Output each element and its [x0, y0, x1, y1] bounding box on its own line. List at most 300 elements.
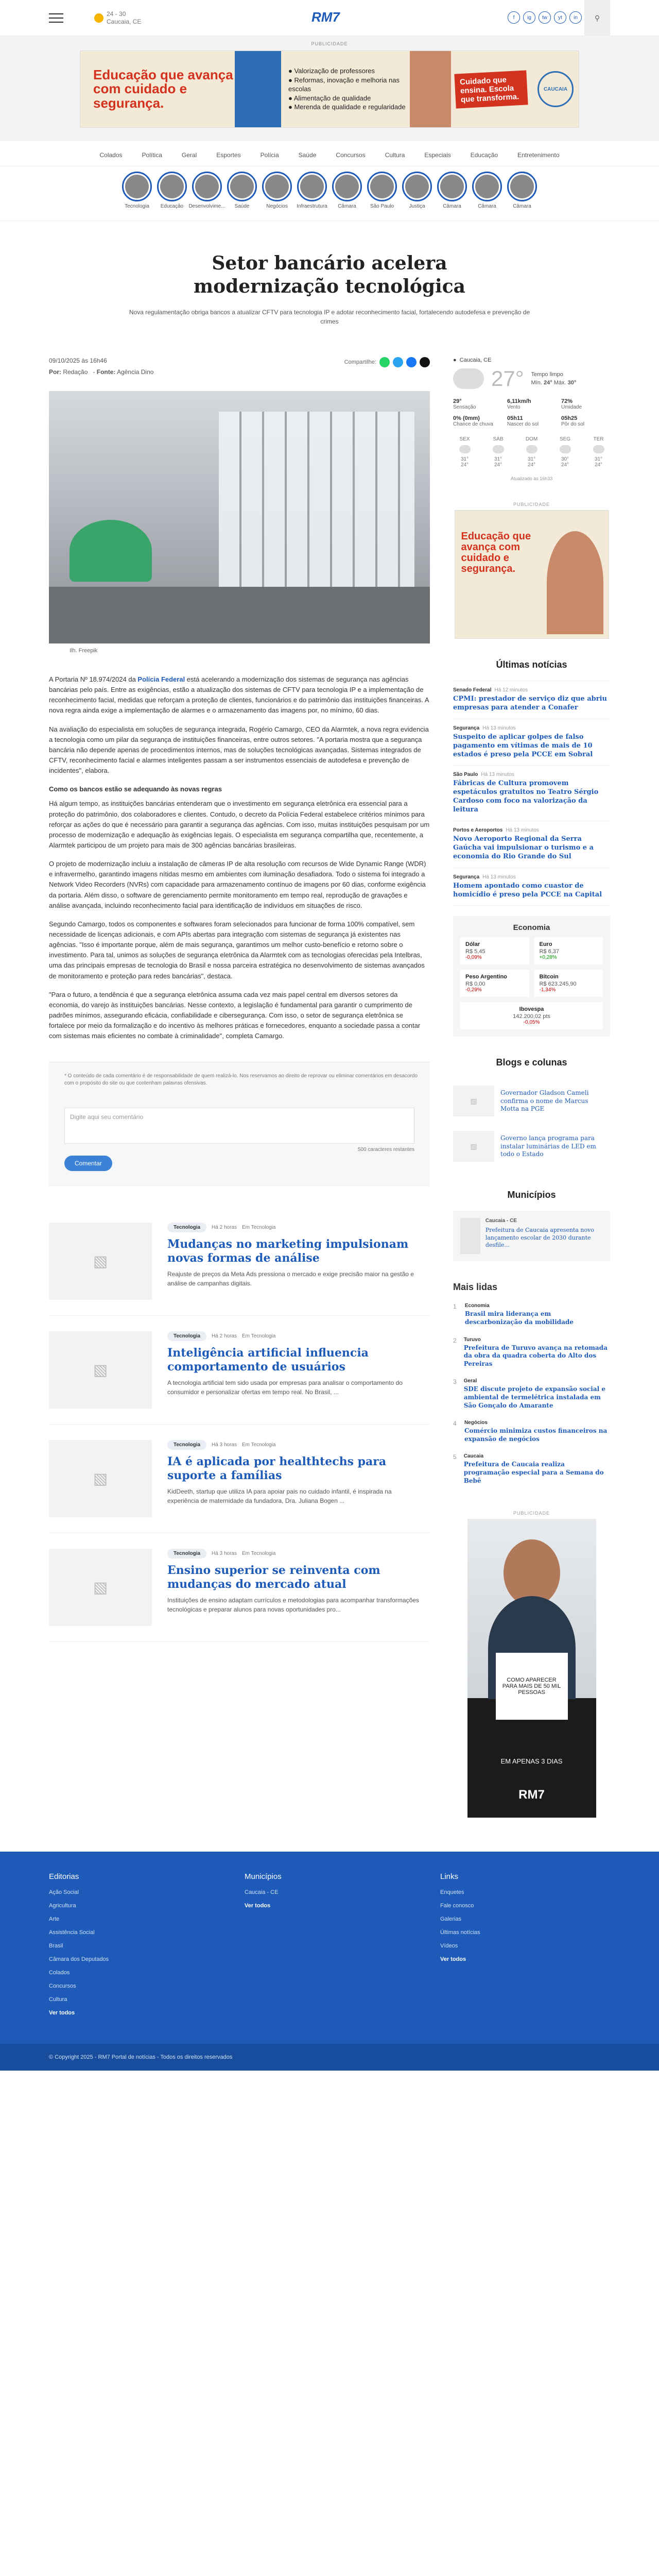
blog-item[interactable]	[453, 1124, 610, 1169]
author-label: Por:	[49, 368, 61, 376]
related-cat: Em Tecnologia	[241, 1442, 276, 1448]
related-body	[167, 1440, 425, 1517]
related-cat: Em Tecnologia	[241, 1333, 276, 1340]
header-weather-low: 24	[107, 10, 114, 18]
mais-lidas-title: Mais lidas	[453, 1282, 498, 1293]
forecast-max: 31°	[594, 456, 603, 462]
social-links	[508, 11, 582, 24]
paragraph-6: "Para o futuro, a tendência é que a segurança eletrônica assuma cada vez mais papel central em diversos setores da economia, do varejo às instituições bancárias. Nesse contexto, a legislação é fundamental para garantir o cumprimento de padrões mínimos, assegurando eficácia, confiabilidade e cibersegurança. Com isso, o setor de segurança eletrônica se fortalece por meio da formalização e do incentivo às melhores práticas e fornecedores, enquanto a sociedade passa a contar com sistemas mais eficientes no combate à criminalidade", completa Camargo.	[49, 990, 421, 1040]
story-avatar	[507, 172, 537, 201]
related-thumb: ▧	[49, 1549, 152, 1626]
related-list	[49, 1207, 430, 1642]
related-badge[interactable]: Tecnologia	[167, 1440, 206, 1450]
related-title[interactable]: IA é aplicada por healthtechs para suporte a famílias	[167, 1455, 387, 1482]
telegram-icon[interactable]	[393, 357, 403, 367]
forecast-day-name: DOM	[525, 436, 538, 442]
ad-image-2	[410, 50, 451, 128]
ultimas-item[interactable]	[453, 681, 610, 719]
forecast-day	[453, 436, 476, 468]
cloud-icon	[593, 445, 604, 453]
related-tags	[167, 1440, 425, 1450]
story-avatar	[122, 172, 152, 201]
eco-value: R$ 623.245,90	[539, 981, 577, 988]
mais-lidas-title-text[interactable]: SDE discute projeto de expansão social e ambiental de termelétrica instalada em São Gonçalo do Amarante	[463, 1385, 605, 1409]
footer-link[interactable]: Agricultura	[49, 1903, 76, 1909]
related-time: Há 2 horas	[212, 1225, 237, 1231]
mais-lidas-cat: Geral	[463, 1378, 477, 1384]
footer	[0, 1852, 659, 2044]
mais-lidas-rank: 5	[453, 1453, 457, 1461]
eco-item	[534, 937, 603, 964]
mais-lidas-title-text[interactable]: Brasil mira liderança em descarbonização da mobilidade	[464, 1310, 574, 1326]
eco-item	[460, 937, 529, 964]
story-item[interactable]	[121, 172, 153, 209]
ultimas-cat	[453, 687, 610, 693]
related-tags	[167, 1549, 425, 1558]
related-title[interactable]: Inteligência artificial influencia comportamento de usuários	[167, 1346, 369, 1374]
mais-lidas-cat: Turuvo	[463, 1336, 481, 1343]
ultimas-cat-name: Segurança	[453, 725, 480, 731]
ultimas-title-text[interactable]: Homem apontado como cuastor de homicídio é preso pela PCCE na Capital	[453, 882, 602, 899]
footer-col-title: Links	[440, 1872, 459, 1882]
story-item[interactable]	[331, 172, 363, 209]
story-item[interactable]	[366, 172, 398, 209]
ad-cta: Cuidado que ensina. Escola que transforma.	[454, 70, 528, 108]
related-item[interactable]	[49, 1533, 430, 1642]
ibovespa: Ibovespa 142.200,02 pts -0,05%	[460, 1002, 603, 1029]
footer-link[interactable]: Câmara dos Deputados	[49, 1956, 109, 1963]
municipio-city: Caucaia - CE	[485, 1218, 517, 1224]
mais-lidas-rank: 4	[453, 1420, 457, 1428]
blogs-list	[453, 1078, 610, 1169]
cloud-icon	[493, 445, 504, 453]
article-meta: 09/10/2025 às 16h46 Por: Redação - Fonte: Agência Dino Compartilhe:	[49, 357, 430, 376]
related-tags	[167, 1331, 425, 1341]
related-item[interactable]	[49, 1207, 430, 1316]
policia-federal-link[interactable]: Polícia Federal	[137, 675, 185, 683]
related-summary: Instituições de ensino adaptam currículos e metodologias para acompanhar transformações tecnológicas e preparar alunos para novas oportunidades pro...	[167, 1597, 419, 1613]
mais-lidas-cat: Caucaia	[463, 1453, 484, 1460]
municipio-text: Prefeitura de Caucaia apresenta novo lançamento escolar de 2030 durante desfile...	[485, 1227, 594, 1249]
ultimas-time: Há 13 minutos	[482, 725, 516, 731]
nav-item-9[interactable]: Educação	[470, 151, 498, 159]
ad-seal: CAUCAIA	[537, 71, 574, 107]
footer-col	[245, 1872, 409, 2023]
related-tags	[167, 1223, 425, 1232]
weather-detail-value: 05h25	[561, 415, 578, 421]
ad-image	[235, 50, 281, 128]
story-item[interactable]	[506, 172, 538, 209]
footer-link[interactable]: Últimas notícias	[440, 1929, 480, 1936]
story-label: Câmara	[513, 204, 531, 209]
mais-lidas-rank: 1	[453, 1303, 457, 1311]
nav-item-6[interactable]: Concursos	[336, 151, 366, 159]
forecast-day-name: SEX	[459, 436, 470, 442]
sidebar-ad	[453, 502, 610, 639]
municipio-card[interactable]	[453, 1211, 610, 1261]
story-item[interactable]	[296, 172, 328, 209]
mais-lidas-title-text[interactable]: Comércio minimiza custos financeiros na expansão de negócios	[464, 1427, 608, 1443]
nav-item-0[interactable]: Colados	[99, 151, 123, 159]
header-weather[interactable]: 24 - 30 Caucaia, CE	[94, 10, 141, 25]
weather-detail-label: Chance de chuva	[453, 421, 493, 427]
related-time: Há 2 horas	[212, 1333, 237, 1340]
mais-lidas-rank: 2	[453, 1336, 457, 1344]
ultimas-title-text[interactable]: Suspeito de aplicar golpes de falso pagamento em vítimas de mais de 10 estados é preso pela PCCE em Sobral	[453, 733, 593, 758]
ad-headline: Educação que avança com cuidado e segurança.	[93, 67, 233, 111]
weather-detail	[561, 415, 610, 427]
article-date: 09/10/2025 às 16h46	[49, 357, 107, 364]
story-avatar	[297, 172, 327, 201]
forecast-day-name: SÁB	[493, 436, 504, 442]
weather-detail-value: 72%	[561, 398, 573, 404]
blog-title[interactable]: Governador Gladson Cameli confirma o nome de Marcus Motta na PGE	[500, 1089, 589, 1113]
article-subtitle: Nova regulamentação obriga bancos a atualizar CFTV para tecnologia IP e adotar reconhecimento facial, fortalecendo autodefesa e prevenção de crimes	[129, 309, 530, 325]
eco-value: R$ 5,45	[465, 948, 485, 955]
nav-item-8[interactable]: Especiais	[424, 151, 451, 159]
ad-label: PUBLICIDADE	[311, 41, 348, 46]
x-share-icon[interactable]	[420, 357, 430, 367]
portrait-ad-banner[interactable]	[467, 1519, 596, 1818]
weather-detail	[507, 398, 556, 410]
weather-forecast	[453, 436, 610, 468]
ad-label: PUBLICIDADE	[513, 502, 550, 507]
story-label: Câmara	[478, 204, 496, 209]
facebook-share-icon[interactable]	[406, 357, 417, 367]
ultimas-cat-name: Portos e Aeroportos	[453, 827, 503, 834]
mais-lidas-title-text[interactable]: Prefeitura de Caucaia realiza programação especial para a Semana do Bebê	[463, 1461, 604, 1484]
comments-section	[49, 1062, 430, 1187]
ultimas-item[interactable]	[453, 719, 610, 766]
mais-lidas-item[interactable]	[453, 1415, 610, 1448]
related-time: Há 3 horas	[212, 1442, 237, 1448]
related-title[interactable]: Mudanças no marketing impulsionam novas formas de análise	[167, 1238, 409, 1265]
story-item[interactable]	[471, 172, 503, 209]
related-body	[167, 1223, 425, 1300]
story-avatar	[437, 172, 467, 201]
related-badge[interactable]: Tecnologia	[167, 1549, 206, 1558]
municipios-title: Municípios	[507, 1190, 556, 1200]
eco-change: -0,29%	[465, 987, 482, 993]
ultimas-time: Há 12 minutos	[494, 687, 528, 693]
ultimas-cat	[453, 874, 610, 880]
ultimas-item[interactable]	[453, 766, 610, 821]
nav-item-5[interactable]: Saúde	[298, 151, 317, 159]
ultimas-cat-name: Senado Federal	[453, 687, 492, 693]
weather-detail-label: Umidade	[561, 404, 582, 410]
related-cat: Em Tecnologia	[241, 1225, 276, 1231]
top-ad-section	[0, 36, 659, 141]
forecast-day	[553, 436, 577, 468]
mais-lidas-cat: Economia	[464, 1303, 490, 1309]
related-thumb: ▧	[49, 1223, 152, 1300]
ultimas-title: Últimas notícias	[496, 659, 567, 670]
article-title: Setor bancário acelera modernização tecnológica	[194, 252, 465, 297]
nav-item-2[interactable]: Geral	[181, 151, 197, 159]
forecast-max: 31°	[460, 456, 469, 462]
forecast-day	[587, 436, 610, 468]
story-item[interactable]	[156, 172, 188, 209]
weather-detail-label: Pôr do sol	[561, 421, 585, 427]
weather-detail	[453, 415, 502, 427]
forecast-min: 24°	[494, 462, 502, 468]
sidebar	[453, 357, 610, 1821]
weather-max: 30°	[567, 380, 577, 386]
source-label: Fonte:	[96, 368, 116, 376]
eco-value: R$ 6,37	[539, 948, 560, 955]
article-column	[49, 357, 430, 1821]
weather-detail	[561, 398, 610, 410]
forecast-max: 31°	[527, 456, 536, 462]
weather-details	[453, 398, 610, 427]
story-label: Justiça	[409, 204, 425, 209]
nav-item-4[interactable]: Polícia	[260, 151, 279, 159]
story-item[interactable]	[436, 172, 468, 209]
related-time: Há 3 horas	[212, 1551, 237, 1557]
forecast-min: 24°	[527, 462, 536, 468]
blog-item[interactable]	[453, 1078, 610, 1124]
sidebar-ad-banner[interactable]	[455, 510, 609, 639]
weather-detail-value: 29°	[453, 398, 462, 404]
ultimas-list	[453, 681, 610, 906]
story-avatar	[472, 172, 502, 201]
forecast-min: 24°	[460, 462, 469, 468]
eco-change: +0,28%	[539, 955, 557, 961]
related-thumb: ▧	[49, 1331, 152, 1409]
footer-col	[440, 1872, 605, 2023]
article-author: Redação	[63, 368, 88, 376]
mais-lidas-body	[464, 1420, 610, 1443]
related-item[interactable]	[49, 1425, 430, 1533]
story-label: São Paulo	[370, 204, 394, 209]
copyright: © Copyright 2025 - RM7 Portal de notícias - Todos os direitos reservados	[0, 2044, 659, 2071]
economia-widget	[453, 916, 610, 1037]
related-summary: Reajuste de preços da Meta Ads pressiona o mercado e exige precisão maior na gestão e análise de campanhas digitais.	[167, 1270, 414, 1287]
weather-city[interactable]: Caucaia, CE	[459, 357, 492, 363]
weather-temp: 27°	[491, 366, 524, 391]
ad-bullets: ● Valorização de professores ● Reformas, inovação e melhoria nas escolas ● Alimentação de qualidade ● Merenda de qualidade e regularidade	[288, 67, 406, 111]
ultimas-item[interactable]	[453, 821, 610, 868]
mais-lidas-body	[465, 1303, 610, 1326]
weather-desc: Tempo limpo	[531, 371, 563, 378]
related-title[interactable]: Ensino superior se reinventa com mudanças do mercado atual	[167, 1564, 380, 1591]
footer-link[interactable]: Arte	[49, 1916, 60, 1923]
ultimas-cat-name: São Paulo	[453, 772, 478, 778]
related-badge[interactable]: Tecnologia	[167, 1331, 206, 1341]
nav-item-3[interactable]: Esportes	[216, 151, 241, 159]
story-avatar	[192, 172, 222, 201]
footer-link[interactable]: Concursos	[49, 1983, 76, 1990]
min-label: Mín.	[531, 380, 542, 386]
story-avatar	[262, 172, 292, 201]
footer-link[interactable]: Brasil	[49, 1943, 63, 1950]
weather-widget	[453, 357, 610, 481]
related-item[interactable]	[49, 1316, 430, 1425]
story-item[interactable]	[226, 172, 258, 209]
top-ad-banner[interactable]	[80, 50, 579, 128]
section-heading: Como os bancos estão se adequando às novas regras	[49, 785, 222, 793]
article-source: Agência Dino	[117, 368, 154, 376]
facebook-icon[interactable]: f	[508, 11, 520, 24]
story-label: Câmara	[443, 204, 461, 209]
eco-name: Euro	[539, 941, 552, 948]
search-button[interactable]	[584, 0, 610, 36]
related-body	[167, 1549, 425, 1626]
related-thumb: ▧	[49, 1440, 152, 1517]
comment-input[interactable]: Digite aqui seu comentário	[64, 1108, 414, 1144]
main-content	[49, 357, 610, 1821]
weather-detail-label: Sensação	[453, 404, 476, 410]
cloud-icon	[560, 445, 571, 453]
story-label: Desenvolvime...	[188, 204, 226, 209]
portrait-ad-sign: COMO APARECER PARA MAIS DE 50 MIL PESSOAS	[496, 1653, 568, 1720]
story-label: Câmara	[338, 204, 356, 209]
footer-link[interactable]: Cultura	[49, 1996, 67, 2003]
blog-title[interactable]: Governo lança programa para instalar luminárias de LED em todo o Estado	[500, 1134, 596, 1158]
comment-button[interactable]: Comentar	[64, 1156, 112, 1171]
footer-link[interactable]: Fale conosco	[440, 1903, 474, 1909]
ultimas-title-text[interactable]: Novo Aeroporto Regional da Serra Gaúcha vai impulsionar o turismo e a economia do Rio Grande do Sul	[453, 835, 594, 860]
mais-lidas-item[interactable]	[453, 1448, 610, 1490]
char-count: 500 caracteres restantes	[357, 1147, 414, 1153]
footer-see-all[interactable]: Ver todos	[49, 2010, 75, 2016]
mais-lidas-title-text[interactable]: Prefeitura de Turuvo avança na retomada da obra da quadra coberta do Alto dos Pereiras	[463, 1344, 608, 1367]
footer-col-title: Editorias	[49, 1872, 79, 1882]
footer-link[interactable]: Assistência Social	[49, 1929, 95, 1936]
ad-label: PUBLICIDADE	[513, 1511, 550, 1516]
cloud-icon	[453, 368, 484, 389]
footer-link[interactable]: Colados	[49, 1970, 70, 1976]
site-logo[interactable]: RM7	[311, 9, 340, 25]
ultimas-title-text[interactable]: CPMI: prestador de serviço diz que abriu empresas para atender a Conafer	[453, 695, 607, 711]
footer-link[interactable]: Ação Social	[49, 1889, 79, 1896]
forecast-min: 24°	[561, 462, 569, 468]
nav-item-1[interactable]: Política	[142, 151, 162, 159]
weather-detail-value: 05h11	[507, 415, 523, 421]
footer-see-all[interactable]: Ver todos	[245, 1903, 271, 1909]
related-badge[interactable]: Tecnologia	[167, 1223, 206, 1232]
mais-lidas-body	[464, 1378, 610, 1410]
ultimas-time: Há 13 minutos	[482, 874, 516, 880]
ultimas-item[interactable]	[453, 868, 610, 906]
paragraph-4: O projeto de modernização incluiu a instalação de câmeras IP de alta resolução com recursos de Wide Dynamic Range (WDR) e infravermelho, garantindo imagens nítidas mesmo em ambientes com iluminação desafiadora. Todo o sistema foi integrado a Network Video Recorders (NVRs) com capacidade para armazenamento contínuo de imagens por 60 dias, conforme exigência da portaria. Além disso, o software de gerenciamento permite monitoramento em tempo real, reprodução de gravações e análise avançada, incluindo reconhecimento facial para identificação de indivíduos em situações de risco.	[49, 860, 426, 909]
weather-detail	[507, 415, 556, 427]
weather-detail-label: Nascer do sol	[507, 421, 539, 427]
story-avatar	[402, 172, 432, 201]
linkedin-icon[interactable]: in	[569, 11, 582, 24]
cloud-icon	[526, 445, 537, 453]
portrait-ad-brand: RM7	[518, 1788, 545, 1802]
forecast-day	[487, 436, 510, 468]
story-avatar	[227, 172, 257, 201]
municipio-thumb	[460, 1218, 480, 1254]
instagram-icon[interactable]: ig	[523, 11, 535, 24]
ultimas-cat	[453, 725, 610, 731]
portrait-ad	[453, 1511, 610, 1818]
twitter-icon[interactable]: tw	[539, 11, 551, 24]
mais-lidas-body	[464, 1337, 610, 1368]
eco-name: Bitcoin	[539, 974, 559, 980]
ultimas-cat	[453, 772, 610, 777]
menu-icon[interactable]	[49, 13, 63, 23]
paragraph-1: A Portaria Nº 18.974/2024 da Polícia Federal está acelerando a modernização dos sistemas de segurança nas agências bancárias pelo país. Entre as exigências, estão a atualização dos sistemas de CFTV para tecnologia IP e a implementação de reconhecimento facial, medidas que reforçam a proteção de clientes, funcionários e do patrimônio das instituições financeiras. A nova regra ainda exige a implementação de alarmes e o armazenamento das imagens por, no mínimo, 60 dias.	[49, 675, 429, 715]
weather-detail-value: 0% (0mm)	[453, 415, 480, 421]
related-body	[167, 1331, 425, 1409]
ultimas-cat-name: Segurança	[453, 874, 480, 880]
forecast-day-name: SEG	[559, 436, 571, 442]
youtube-icon[interactable]: yt	[554, 11, 566, 24]
footer-link[interactable]: Vídeos	[440, 1943, 458, 1950]
forecast-min: 24°	[594, 462, 603, 468]
ultimas-time: Há 13 minutos	[506, 827, 539, 834]
related-cat: Em Tecnologia	[241, 1551, 276, 1557]
search-icon: ⚲	[594, 13, 600, 22]
footer-link[interactable]: Enquetes	[440, 1889, 464, 1896]
footer-link[interactable]: Caucaia - CE	[245, 1889, 279, 1896]
sidebar-ad-text: Educação que avança com cuidado e segurança.	[461, 531, 531, 574]
mais-lidas-body	[464, 1453, 610, 1485]
top-header	[0, 0, 659, 36]
sun-icon	[94, 13, 103, 23]
category-nav	[0, 141, 659, 166]
weather-detail-label: Vento	[507, 404, 521, 410]
share-bar	[344, 357, 430, 367]
story-item[interactable]	[188, 172, 226, 209]
economia-title: Economia	[513, 923, 550, 933]
related-summary: A tecnologia artificial tem sido usada por empresas para analisar o comportamento do consumidor e personalizar ofertas em tempo real. No Brasil, ...	[167, 1379, 403, 1396]
mais-lidas-item[interactable]	[453, 1298, 610, 1331]
blogs-title: Blogs e colunas	[496, 1057, 567, 1068]
blog-thumb: ▧	[453, 1086, 494, 1116]
article-body	[49, 674, 430, 1041]
forecast-day	[520, 436, 543, 468]
story-avatar	[332, 172, 362, 201]
mais-lidas-item[interactable]	[453, 1373, 610, 1415]
eco-value: R$ 0,00	[465, 981, 485, 988]
paragraph-3: Há algum tempo, as instituições bancárias entenderam que o investimento em segurança eletrônica era essencial para a proteção do patrimônio, dos colaboradores e clientes. Contudo, o decreto da Polícia Federal estabelece critérios mínimos para reforçar as ações do que é necessário para garantir a segurança das agências. Com isso, muitas instituições pesquisam por um processo de modernização e adequação às exigências legais. O especialista em segurança compartilha que, recentemente, a Alarmtek participou de um projeto para mais de 300 agências bancárias brasileiras.	[49, 800, 430, 849]
story-label: Tecnologia	[125, 204, 149, 209]
stories-row	[0, 166, 659, 221]
eco-name: Peso Argentino	[465, 974, 507, 980]
related-summary: KidDeeth, startup que utiliza IA para apoiar pais no cuidado infantil, é inspirada na experiência de maternidade da fundadora, Dra. Juliana Bogen ...	[167, 1488, 392, 1504]
eco-item	[534, 970, 603, 997]
comments-note: * O conteúdo de cada comentário é de responsabilidade de quem realizá-lo. Nos reservamos ao direito de reprovar ou eliminar comentários em desacordo com o propósito do site ou que contenham palavras ofensivas.	[64, 1073, 418, 1087]
forecast-max: 30°	[561, 456, 569, 462]
paragraph-2: Na avaliação do especialista em soluções de segurança integrada, Rogério Camargo, CEO da Alarmtek, a nova regra evidencia a tecnologia como um pilar da segurança de instituições financeiras, entre outros setores. "A portaria mostra que a segurança bancária não depende apenas de procedimentos internos, mas de soluções tecnológicas avançadas. Sistemas integrados de CFTV, reconhecimento facial e alarmes inteligentes passam a ser instrumentos essenciais de autodefesa e prevenção de incidentes", elabora.	[49, 725, 429, 775]
story-label: Infraestrutura	[297, 204, 327, 209]
story-item[interactable]	[401, 172, 433, 209]
story-label: Negócios	[266, 204, 288, 209]
mais-lidas-cat: Negócios	[464, 1420, 488, 1426]
footer-link[interactable]: Galerias	[440, 1916, 461, 1923]
story-avatar	[367, 172, 397, 201]
footer-see-all[interactable]: Ver todos	[440, 1956, 466, 1963]
eco-change: -1,34%	[539, 987, 556, 993]
story-item[interactable]	[261, 172, 293, 209]
forecast-day-name: TER	[593, 436, 604, 442]
eco-change: -0,09%	[465, 955, 482, 961]
portrait-ad-bottom: EM APENAS 3 DIAS	[500, 1757, 563, 1766]
nav-item-7[interactable]: Cultura	[385, 151, 405, 159]
whatsapp-icon[interactable]	[379, 357, 390, 367]
mais-lidas-item[interactable]	[453, 1332, 610, 1374]
nav-item-10[interactable]: Entretenimento	[517, 151, 560, 159]
share-label: Compartilhe:	[344, 359, 376, 365]
header-weather-high: 30	[119, 10, 126, 18]
mais-lidas-rank: 3	[453, 1378, 457, 1386]
location-icon: ●	[453, 357, 457, 363]
ultimas-title-text[interactable]: Fábricas de Cultura promovem espetáculos gratuitos no Teatro Sérgio Cardoso com foco na valorização da leitura	[453, 779, 599, 814]
